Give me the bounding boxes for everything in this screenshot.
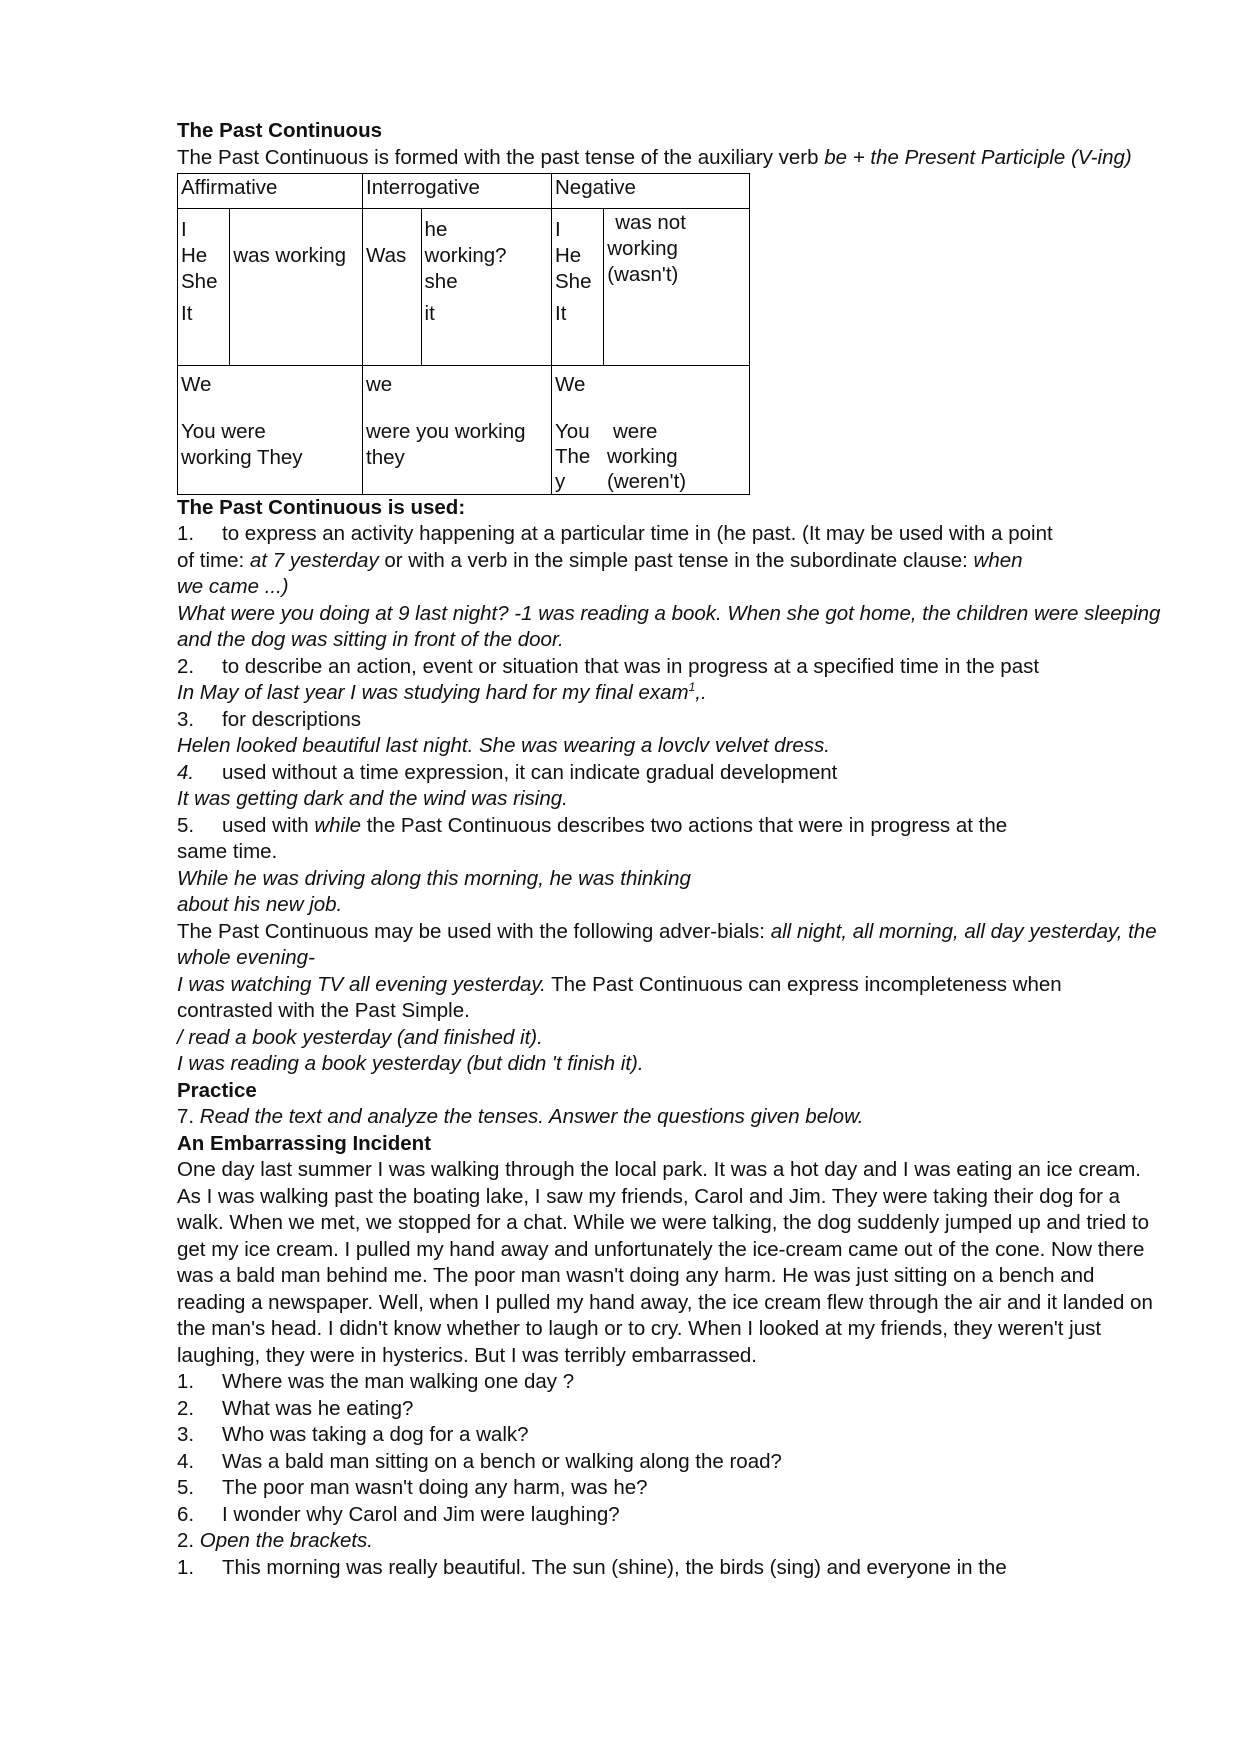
header-affirmative: Affirmative: [178, 174, 363, 209]
story-paragraph: One day last summer I was walking through the local park. It was a hot day and I was eating an ice cream. As I was walking past the boating lake, I saw my friends, Carol and Jim. They were taking their dog for a walk. When we met, we stopped for a chat. While we were talking, the dog suddenly jumped up and tried to get my ice cream. I pulled my hand away and unfortunately the ice-cream came out of the cone. Now there was a bald man behind me. The poor man wasn't doing any harm. He was just sitting on a bench and reading a newspaper. Well, when I pulled my hand away, the ice cream flew through the air and it landed on the man's head. I didn't know whether to laugh or to cry. When I looked at my friends, they weren't just laughing, they were in hysterics. But I was terribly embarrassed.: [177, 1158, 1153, 1367]
question-4: 4. Was a bald man sitting on a bench or walking along the road?: [177, 1449, 782, 1473]
example-2: In May of last year I was studying hard for my final exam$^1$,.: [177, 680, 707, 704]
aff-plural: We You were working They: [178, 366, 363, 495]
tv-paragraph: I was watching TV all evening yesterday. The Past Continuous can express incompleteness when contrasted with the Past Simple.: [177, 972, 1062, 1022]
aff-pronouns: I He She It: [178, 209, 230, 366]
page-title: The Past Continuous: [177, 119, 382, 142]
table-row-singular: [178, 209, 750, 366]
neg-pronouns: I He She It: [552, 209, 604, 366]
question-5: 5. The poor man wasn't doing any harm, was he?: [177, 1476, 648, 1499]
use-item-5: 5. used with while the Past Continuous describes two actions that were in progress at the: [177, 813, 1008, 837]
question-2: 2. What was he eating?: [177, 1396, 414, 1420]
adverbials-paragraph: The Past Continuous may be used with the following adver-bials: all night, all morning, all day yesterday, the whole evening-: [177, 919, 1157, 969]
exercise-item-1: 1. This morning was really beautiful. The sun (shine), the birds (sing) and everyone in the: [177, 1555, 1007, 1579]
intro-plain: The Past Continuous is formed with the past tense of the auxiliary verb: [177, 145, 825, 169]
int-pronouns: he working? she it: [421, 209, 551, 366]
task-2: 2. Open the brackets.: [177, 1529, 374, 1552]
example-5b: about his new job.: [177, 893, 343, 916]
task-7: 7. Read the text and analyze the tenses. Answer the questions given below.: [177, 1105, 864, 1128]
document-page: [177, 118, 1162, 1581]
use-5-continued: same time.: [177, 840, 278, 863]
use-item-3: 3. for descriptions: [177, 707, 362, 731]
use-item-4: 4. used without a time expression, it can indicate gradual development: [177, 760, 838, 784]
use-item-1: 1. to express an activity happening at a particular time in (he past. (It may be used with a point: [177, 522, 1053, 545]
conjugation-table: [177, 173, 750, 495]
example-read-2: I was reading a book yesterday (but didn 't finish it).: [177, 1052, 644, 1075]
neg-plural: We You The y were working (weren't): [552, 366, 750, 495]
example-1: What were you doing at 9 last night? -1 was reading a book. When she got home, the children were sleeping and the dog was sitting in front of the door.: [177, 601, 1161, 651]
question-3: 3. Who was taking a dog for a walk?: [177, 1423, 529, 1446]
example-read-1: / read a book yesterday (and finished it).: [177, 1025, 543, 1049]
practice-heading: Practice: [177, 1078, 257, 1102]
int-plural: we were you working they: [363, 366, 552, 495]
question-1: 1. Where was the man walking one day ?: [177, 1370, 575, 1393]
aff-verb: was working: [230, 209, 363, 366]
intro-italic: be + the Present Participle (V-ing): [824, 145, 1132, 169]
question-6: 6. I wonder why Carol and Jim were laughing?: [177, 1502, 620, 1526]
table-header-row: [178, 174, 750, 209]
used-heading: The Past Continuous is used:: [177, 495, 466, 519]
header-interrogative: Interrogative: [363, 174, 552, 209]
intro-paragraph: [177, 145, 1162, 172]
int-aux: Was: [363, 209, 422, 366]
header-negative: Negative: [552, 174, 750, 209]
use-1-continued: of time: at 7 yesterday or with a verb in the simple past tense in the subordinate clause: when we came ...): [177, 548, 1023, 598]
example-5a: While he was driving along this morning, he was thinking: [177, 866, 691, 890]
neg-verb: was not working (wasn't): [604, 209, 750, 366]
story-title: An Embarrassing Incident: [177, 1131, 432, 1155]
example-4: It was getting dark and the wind was rising.: [177, 787, 568, 810]
table-row-plural: [178, 366, 750, 495]
example-3: Helen looked beautiful last night. She was wearing a lovclv velvet dress.: [177, 734, 830, 757]
use-item-2: 2. to describe an action, event or situation that was in progress at a specified time in the past: [177, 654, 1040, 678]
